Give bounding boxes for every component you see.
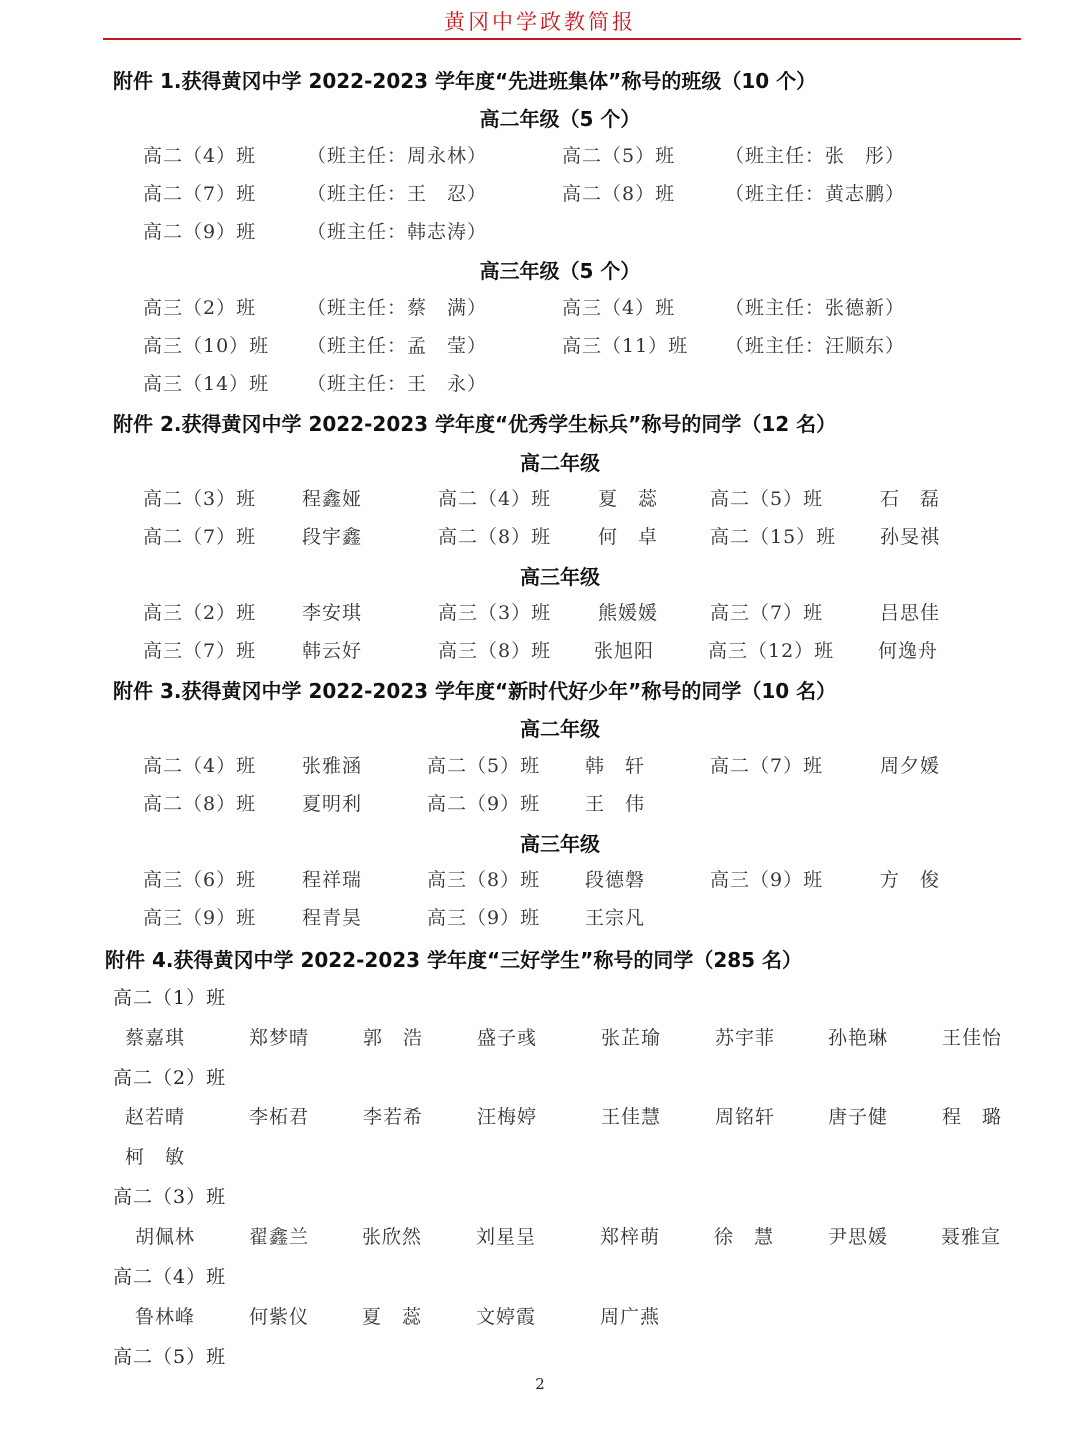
class-name: 高二（8）班 bbox=[438, 526, 552, 548]
class-name: 高二（7）班 bbox=[143, 183, 257, 205]
class-name: 高二（7）班 bbox=[143, 526, 257, 548]
student-name: 李柘君 bbox=[249, 1106, 310, 1128]
student-name: 何 卓 bbox=[598, 526, 659, 548]
student-name: 周广燕 bbox=[600, 1306, 661, 1328]
student-name: 吕思佳 bbox=[880, 602, 941, 624]
class-name: 高三（11）班 bbox=[562, 335, 689, 357]
student-name: 蔡嘉琪 bbox=[125, 1027, 186, 1049]
class-name: 高三（7）班 bbox=[143, 640, 257, 662]
class-name: 高三（7）班 bbox=[710, 602, 824, 624]
head-teacher: （班主任：蔡 满） bbox=[307, 297, 488, 319]
student-name: 程 璐 bbox=[942, 1106, 1003, 1128]
newsletter-title: 黄冈中学政教简报 bbox=[444, 10, 636, 34]
head-teacher: （班主任：王 忍） bbox=[307, 183, 488, 205]
student-name: 何紫仪 bbox=[249, 1306, 310, 1328]
student-name: 张芷瑜 bbox=[601, 1027, 662, 1049]
student-name: 徐 慧 bbox=[714, 1226, 775, 1248]
class-name: 高三（3）班 bbox=[438, 602, 552, 624]
a4-class-header: 高二（5）班 bbox=[113, 1346, 227, 1368]
head-teacher: （班主任：黄志鹏） bbox=[725, 183, 906, 205]
a4-class-header: 高二（4）班 bbox=[113, 1266, 227, 1288]
class-name: 高二（5）班 bbox=[427, 755, 541, 777]
attachment-2-title: 附件 2.获得黄冈中学 2022-2023 学年度“优秀学生标兵”称号的同学（12 名） bbox=[113, 412, 837, 436]
student-name: 孙旻祺 bbox=[880, 526, 941, 548]
student-name: 段宇鑫 bbox=[302, 526, 363, 548]
a2-grade3-heading: 高三年级 bbox=[520, 565, 600, 589]
student-name: 周铭轩 bbox=[715, 1106, 776, 1128]
student-name: 柯 敏 bbox=[125, 1146, 186, 1168]
student-name: 汪梅婷 bbox=[477, 1106, 538, 1128]
student-name: 郭 浩 bbox=[363, 1027, 424, 1049]
a3-grade2-heading: 高二年级 bbox=[520, 717, 600, 741]
student-name: 聂雅宣 bbox=[941, 1226, 1002, 1248]
class-name: 高三（9）班 bbox=[427, 907, 541, 929]
header-divider bbox=[103, 38, 1021, 40]
student-name: 夏 蕊 bbox=[362, 1306, 423, 1328]
student-name: 韩云好 bbox=[302, 640, 363, 662]
head-teacher: （班主任：汪顺东） bbox=[725, 335, 906, 357]
student-name: 赵若晴 bbox=[125, 1106, 186, 1128]
class-name: 高三（14）班 bbox=[143, 373, 270, 395]
student-name: 胡佩林 bbox=[135, 1226, 196, 1248]
class-name: 高三（12）班 bbox=[708, 640, 835, 662]
class-name: 高二（4）班 bbox=[143, 145, 257, 167]
head-teacher: （班主任：周永林） bbox=[307, 145, 488, 167]
student-name: 唐子健 bbox=[828, 1106, 889, 1128]
a4-class-header: 高二（3）班 bbox=[113, 1186, 227, 1208]
class-name: 高二（8）班 bbox=[562, 183, 676, 205]
student-name: 夏明利 bbox=[302, 793, 363, 815]
student-name: 石 磊 bbox=[880, 488, 941, 510]
student-name: 苏宇菲 bbox=[715, 1027, 776, 1049]
head-teacher: （班主任：韩志涛） bbox=[307, 221, 488, 243]
class-name: 高三（4）班 bbox=[562, 297, 676, 319]
a1-grade2-heading: 高二年级（5 个） bbox=[479, 107, 641, 131]
student-name: 方 俊 bbox=[880, 869, 941, 891]
class-name: 高三（2）班 bbox=[143, 602, 257, 624]
head-teacher: （班主任：孟 莹） bbox=[307, 335, 488, 357]
attachment-1-title: 附件 1.获得黄冈中学 2022-2023 学年度“先进班集体”称号的班级（10 个） bbox=[113, 69, 817, 93]
class-name: 高二（9）班 bbox=[427, 793, 541, 815]
head-teacher: （班主任：张 彤） bbox=[725, 145, 906, 167]
class-name: 高三（8）班 bbox=[427, 869, 541, 891]
student-name: 李安琪 bbox=[302, 602, 363, 624]
class-name: 高二（9）班 bbox=[143, 221, 257, 243]
student-name: 王 伟 bbox=[585, 793, 646, 815]
student-name: 尹思媛 bbox=[828, 1226, 889, 1248]
student-name: 王佳慧 bbox=[601, 1106, 662, 1128]
class-name: 高二（4）班 bbox=[438, 488, 552, 510]
a4-class-header: 高二（1）班 bbox=[113, 987, 227, 1009]
student-name: 何逸舟 bbox=[878, 640, 939, 662]
student-name: 鲁林峰 bbox=[135, 1306, 196, 1328]
class-name: 高三（9）班 bbox=[710, 869, 824, 891]
head-teacher: （班主任：张德新） bbox=[725, 297, 906, 319]
a2-grade2-heading: 高二年级 bbox=[520, 451, 600, 475]
class-name: 高三（9）班 bbox=[143, 907, 257, 929]
student-name: 段德磐 bbox=[585, 869, 646, 891]
student-name: 熊媛媛 bbox=[598, 602, 659, 624]
class-name: 高二（4）班 bbox=[143, 755, 257, 777]
attachment-4-title: 附件 4.获得黄冈中学 2022-2023 学年度“三好学生”称号的同学（285 名） bbox=[105, 948, 803, 972]
class-name: 高三（6）班 bbox=[143, 869, 257, 891]
student-name: 刘星呈 bbox=[476, 1226, 537, 1248]
student-name: 程鑫娅 bbox=[302, 488, 363, 510]
class-name: 高二（5）班 bbox=[562, 145, 676, 167]
page-number: 2 bbox=[535, 1375, 545, 1393]
student-name: 盛子彧 bbox=[477, 1027, 538, 1049]
student-name: 周夕媛 bbox=[880, 755, 941, 777]
a3-grade3-heading: 高三年级 bbox=[520, 832, 600, 856]
student-name: 文婷霞 bbox=[476, 1306, 537, 1328]
student-name: 王宗凡 bbox=[585, 907, 646, 929]
student-name: 张欣然 bbox=[362, 1226, 423, 1248]
student-name: 郑梦晴 bbox=[249, 1027, 310, 1049]
student-name: 张旭阳 bbox=[594, 640, 655, 662]
class-name: 高三（10）班 bbox=[143, 335, 270, 357]
class-name: 高二（8）班 bbox=[143, 793, 257, 815]
student-name: 夏 蕊 bbox=[598, 488, 659, 510]
class-name: 高二（5）班 bbox=[710, 488, 824, 510]
student-name: 郑梓萌 bbox=[600, 1226, 661, 1248]
student-name: 韩 轩 bbox=[585, 755, 646, 777]
student-name: 翟鑫兰 bbox=[249, 1226, 310, 1248]
student-name: 王佳怡 bbox=[942, 1027, 1003, 1049]
class-name: 高二（3）班 bbox=[143, 488, 257, 510]
attachment-3-title: 附件 3.获得黄冈中学 2022-2023 学年度“新时代好少年”称号的同学（10 名） bbox=[113, 679, 837, 703]
student-name: 程青昊 bbox=[302, 907, 363, 929]
student-name: 程祥瑞 bbox=[302, 869, 363, 891]
a4-class-header: 高二（2）班 bbox=[113, 1067, 227, 1089]
class-name: 高二（7）班 bbox=[710, 755, 824, 777]
class-name: 高三（8）班 bbox=[438, 640, 552, 662]
student-name: 孙艳琳 bbox=[828, 1027, 889, 1049]
class-name: 高三（2）班 bbox=[143, 297, 257, 319]
head-teacher: （班主任：王 永） bbox=[307, 373, 488, 395]
student-name: 李若希 bbox=[363, 1106, 424, 1128]
student-name: 张雅涵 bbox=[302, 755, 363, 777]
a1-grade3-heading: 高三年级（5 个） bbox=[479, 259, 641, 283]
class-name: 高二（15）班 bbox=[710, 526, 837, 548]
